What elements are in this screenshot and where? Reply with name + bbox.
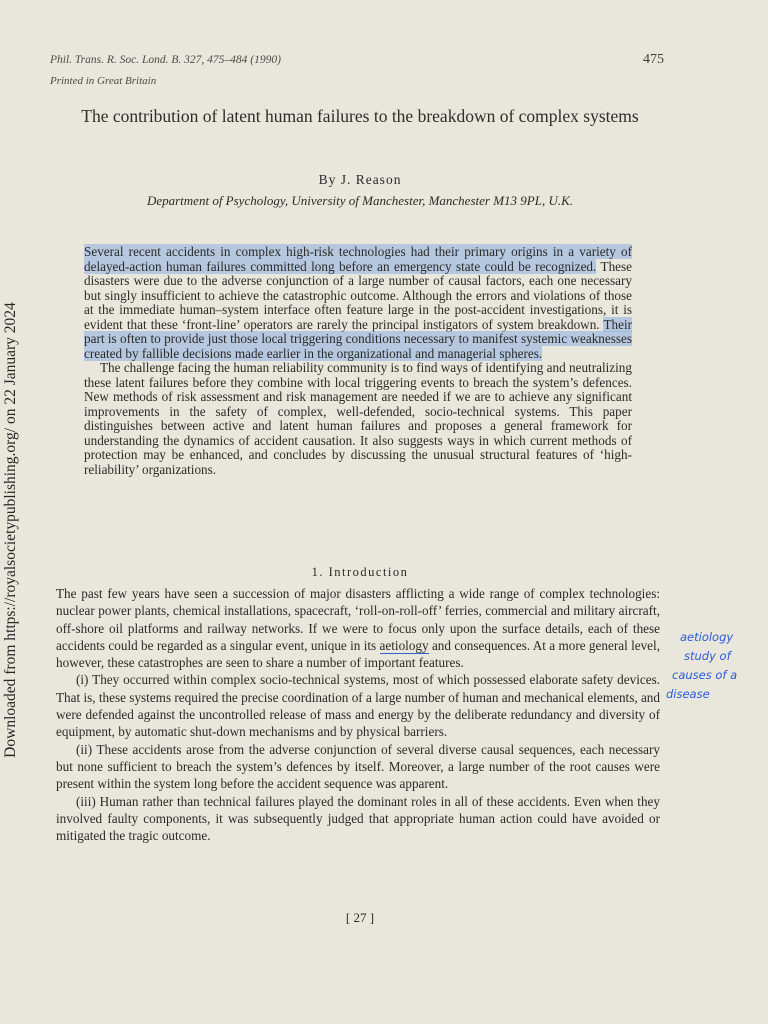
handwritten-line: study of [684,649,731,663]
handwritten-line: disease [666,687,710,701]
highlighted-text: Their part is often to provide just those local triggering conditions necessary to manifest systemic weaknesses created by fallible decisions made earlier in the organizational and managerial spheres. [84,316,632,361]
affiliation: Department of Psychology, University of Manchester, Manchester M13 9PL, U.K. [146,193,574,208]
abstract-paragraph-1 [84,245,632,361]
journal-citation: Phil. Trans. R. Soc. Lond. B. 327, 475–484 (1990) [50,54,281,66]
body-paragraph-1 [56,585,660,671]
handwritten-line: aetiology [680,630,734,644]
page-number: 475 [643,52,664,67]
highlighted-text: Several recent accidents in complex high-risk technologies had their primary origins in a variety of delayed-action human failures committed long before an emergency state could be recognized. [84,244,632,274]
printed-note: Printed in Great Britain [50,75,157,87]
body-text [56,585,660,844]
handwritten-line: causes of a [672,668,738,682]
body-paragraph-3: (ii) These accidents arose from the adverse conjunction of several diverse causal sequences, each necessary but none sufficient to breach the system’s defences by itself. Moreover, a large number of the root causes were present within the system long before the accident sequence was apparent. [56,741,660,792]
handwritten-margin-note [666,628,766,704]
download-watermark [2,302,20,758]
body-text-run: and consequences. At a more general level, however, these catastrophes are seen to share a number of important features. [56,637,661,671]
page-footer: [ 27 ] [345,910,375,925]
section-heading: 1. Introduction [311,565,409,579]
abstract-text: These disasters were due to the adverse conjunction of a large number of causal factors, each one necessary but singly insufficient to achieve the catastrophic outcome. Although the errors and violations of those at the immediate human–system interface often feature large in the post-accident investigations, it is evident that these ‘front-line’ operators are rarely the principal instigators of system breakdown. [84,258,632,332]
body-paragraph-2: (i) They occurred within complex socio-technical systems, most of which possessed elaborate safety devices. That is, these systems required the precise coordination of a large number of human and mechanical elements, and were defended against the uncontrolled release of mass and energy by the deliberate redundancy and diversity of equipment, by automatic shut-down mechanisms and by physical barriers. [56,672,660,740]
body-paragraph-4: (iii) Human rather than technical failures played the dominant roles in all of these accidents. Even when they involved faulty components, it was subsequently judged that appropriate human action could have avoided or mitigated the tragic outcome. [56,793,660,844]
author-line: By J. Reason [318,172,402,187]
abstract-paragraph-2: The challenge facing the human reliability community is to find ways of identifying and neutralizing these latent failures before they combine with local triggering events to breach the system’s defences. New methods of risk assessment and risk management are needed if we are to achieve any significant improvements in the safety of complex, well-defended, socio-technical systems. This paper distinguishes between active and latent human failures and proposes a general framework for understanding the dynamics of accident causation. It also suggests ways in which current methods of protection may be enhanced, and concludes by discussing the unusual structural features of ‘high-reliability’ organizations. [84,360,632,477]
download-watermark-text: Downloaded from https://royalsocietypublishing.org/ on 22 January 2024 [2,302,19,758]
running-header [50,52,664,87]
underlined-word: aetiology [379,637,429,653]
abstract [84,245,632,477]
paper-title: The contribution of latent human failures to the breakdown of complex systems [81,106,639,126]
body-text-run: The past few years have seen a succession of major disasters afflicting a wide range of complex technologies: nuclear power plants, chemical installations, spacecraft, ‘roll-on-roll-off’ ferries, commercial and military aircraft, off-shore oil platforms and railway networks. If we were to focus only upon the surface details, each of these accidents could be regarded as a singular event, unique in its [56,586,660,653]
